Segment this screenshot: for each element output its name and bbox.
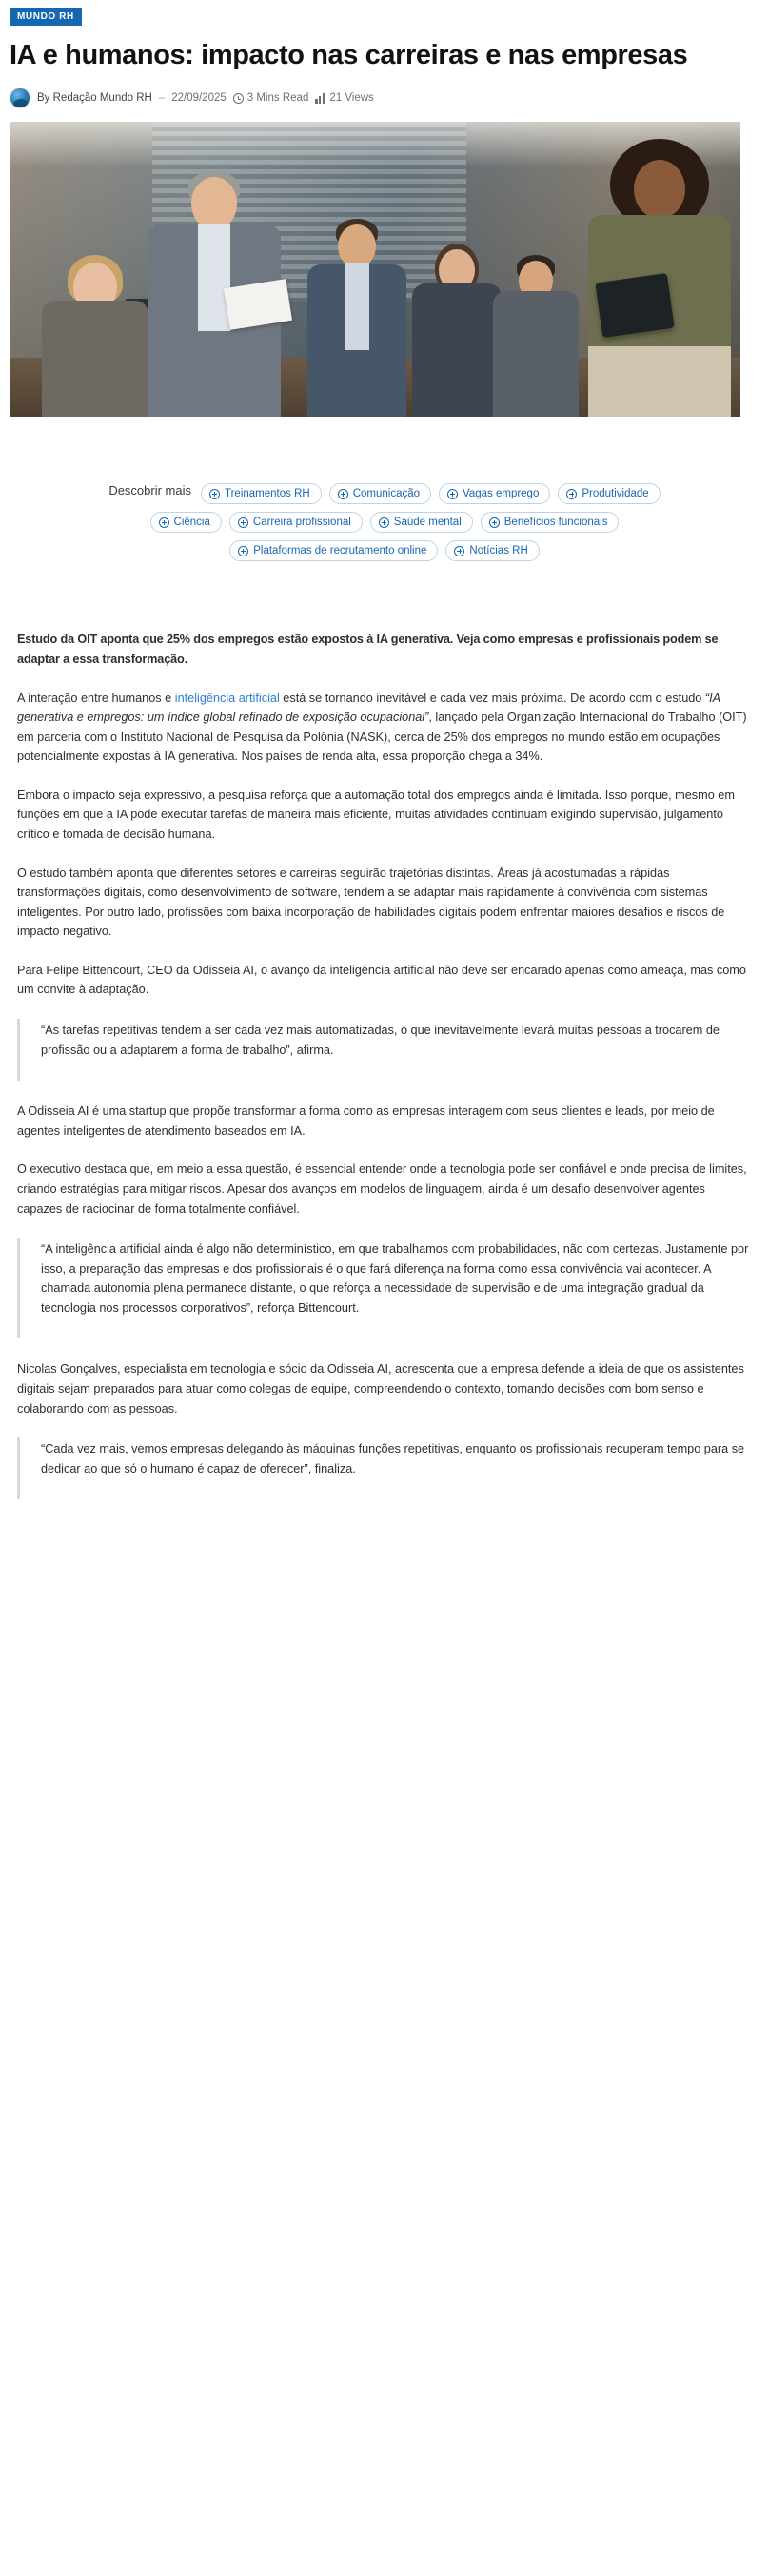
plus-icon: [447, 489, 458, 499]
plus-icon: [159, 517, 169, 528]
inline-link-inteligencia-artificial[interactable]: inteligência artificial: [174, 691, 280, 705]
plus-icon: [238, 546, 248, 556]
tag-label: Saúde mental: [393, 517, 462, 529]
discover-row-2: [21, 512, 748, 533]
discover-more-section: [10, 483, 759, 561]
hero-person-center-man: [305, 217, 409, 417]
paragraph-5: A Odisseia AI é uma startup que propõe transformar a forma como as empresas interagem com seus clientes e leads, por meio de agentes inteligentes de atendimento baseados em IA.: [17, 1104, 715, 1138]
hero-person-foreground-man: [143, 171, 286, 417]
author-avatar: [10, 88, 30, 108]
plus-icon: [489, 517, 500, 528]
category-badge[interactable]: MUNDO RH: [10, 8, 82, 26]
publish-date: [171, 92, 227, 104]
plus-icon: [238, 517, 248, 528]
tag-noticias-rh[interactable]: [445, 540, 539, 561]
paragraph-2: Embora o impacto seja expressivo, a pesquisa reforça que a automação total dos empregos ainda é limitada. Isso porque, mesmo em funções em que a IA pode executar tarefas de maneira mais eficiente, muitas atividades continuam exigindo supervisão, julgamento crítico e tomada de decisão humana.: [17, 788, 735, 841]
hero-image: [10, 122, 740, 417]
paragraph-4: Para Felipe Bittencourt, CEO da Odisseia AI, o avanço da inteligência artificial não deve ser encarado apenas como ameaça, mas como um convite à adaptação.: [17, 963, 746, 997]
hero-person-background-man: [490, 245, 582, 417]
byline[interactable]: By Redação Mundo RH: [37, 92, 152, 105]
tag-produtividade[interactable]: [558, 483, 660, 504]
article-lede: Estudo da OIT aponta que 25% dos empregos estão expostos à IA generativa. Veja como empresas e profissionais podem se adaptar a essa transformação.: [17, 633, 719, 666]
plus-icon: [209, 489, 220, 499]
p1-text-a: A interação entre humanos e: [17, 691, 175, 705]
article-meta: [10, 88, 759, 108]
tag-label: Comunicação: [352, 488, 421, 500]
clock-icon: [233, 93, 244, 104]
plus-icon: [566, 489, 577, 499]
tag-label: Plataformas de recrutamento online: [253, 545, 427, 557]
plus-icon: [338, 489, 348, 499]
tag-saude-mental[interactable]: [370, 512, 473, 533]
paragraph-7: Nicolas Gonçalves, especialista em tecnologia e sócio da Odisseia AI, acrescenta que a empresa defende a ideia de que os assistentes digitais sejam preparados para atuar como colegas de equipe, compreendendo o contexto, tomando decisões com bom senso e colaborando com as pessoas.: [17, 1362, 744, 1415]
blockquote-2: [17, 1238, 752, 1338]
tag-label: Notícias RH: [469, 545, 528, 557]
tag-label: Treinamentos RH: [225, 488, 310, 500]
tag-beneficios-funcionais[interactable]: [481, 512, 620, 533]
blockquote-1-text: “As tarefas repetitivas tendem a ser cada vez mais automatizadas, o que inevitavelmente levará muitas pessoas a trocarem de profissão ou a adaptarem a forma de trabalho”, afirma.: [41, 1024, 720, 1057]
bar-chart-icon: [315, 93, 325, 104]
blockquote-2-text: “A inteligência artificial ainda é algo não determinístico, em que trabalhamos com probabilidades, não com certezas. Justamente por isso, a preparação das empresas e dos profissionais é o que fará diferença na forma como essa convivência vai acontecer. A chamada autonomia plena permanece distante, o que reforça a necessidade de supervisão e de uma integração gradual da tecnologia nos processos corporativos”, reforça Bittencourt.: [41, 1242, 749, 1315]
read-time: [233, 92, 309, 104]
hero-person-foreground-woman: [576, 131, 740, 417]
tag-label: Benefícios funcionais: [503, 517, 608, 529]
article-body: [10, 630, 759, 1499]
paragraph-6: O executivo destaca que, em meio a essa questão, é essencial entender onde a tecnologia pode ser confiável e onde precisa de limites, criando estratégias para mitigar riscos. Apesar dos avanços em modelos de linguagem, ainda é um desafio desenvolver agentes capazes de raciocinar de forma totalmente confiável.: [17, 1162, 747, 1216]
view-count: [315, 92, 373, 104]
tag-label: Produtividade: [582, 488, 649, 500]
p1-text-b: está se tornando inevitável e cada vez mais próxima. De acordo com o estudo: [279, 691, 705, 705]
tag-ciencia[interactable]: [150, 512, 222, 533]
discover-row-1: [21, 483, 748, 504]
page-title: IA e humanos: impacto nas carreiras e nas empresas: [10, 40, 688, 70]
view-count-text: 21 Views: [329, 92, 374, 105]
tag-plataformas-recrutamento[interactable]: [229, 540, 438, 561]
tag-vagas-emprego[interactable]: [439, 483, 550, 504]
tag-label: Carreira profissional: [252, 517, 351, 529]
tag-treinamentos-rh[interactable]: [201, 483, 322, 504]
paragraph-3: O estudo também aponta que diferentes setores e carreiras seguirão trajetórias distintas. Áreas já acostumadas a rápidas transformações digitais, como desenvolvimento de software, tendem a se adaptar mais rapidamente à convivência com sistemas inteligentes. Por outro lado, profissões com baixa incorporação de habilidades digitais podem enfrentar maiores desafios e riscos de impacto negativo.: [17, 866, 725, 939]
p1-text-c: , lançado pela Organização Internacional do Trabalho (OIT) em parceria com o Instituto Nacional de Pesquisa da Polônia (NASK), cerca de 25% dos empregos no mundo estão em ocupações potencialmente expostas à IA generativa. Nos países de renda alta, essa proporção chega a 34%.: [17, 711, 747, 764]
tag-label: Vagas emprego: [463, 488, 540, 500]
meta-separator: –: [158, 92, 166, 105]
plus-icon: [379, 517, 389, 528]
hero-person-seated-woman: [38, 245, 152, 417]
paragraph-1: [17, 689, 752, 767]
discover-more-label: Descobrir mais: [108, 483, 191, 498]
tag-comunicacao[interactable]: [329, 483, 431, 504]
blockquote-3-text: “Cada vez mais, vemos empresas delegando às máquinas funções repetitivas, enquanto os profissionais recuperam tempo para se dedicar ao que só o humano é capaz de oferecer”, finaliza.: [41, 1442, 745, 1475]
p1-study-title: “IA generativa e empregos: um índice global refinado de exposição ocupacional”: [17, 691, 720, 725]
read-time-text: 3 Mins Read: [246, 92, 309, 105]
publish-date-text: 22/09/2025: [171, 92, 227, 105]
blockquote-3: [17, 1437, 752, 1499]
plus-icon: [454, 546, 464, 556]
tag-carreira-profissional[interactable]: [229, 512, 363, 533]
tag-label: Ciência: [173, 517, 210, 529]
discover-row-3: [21, 540, 748, 561]
blockquote-1: [17, 1019, 752, 1081]
